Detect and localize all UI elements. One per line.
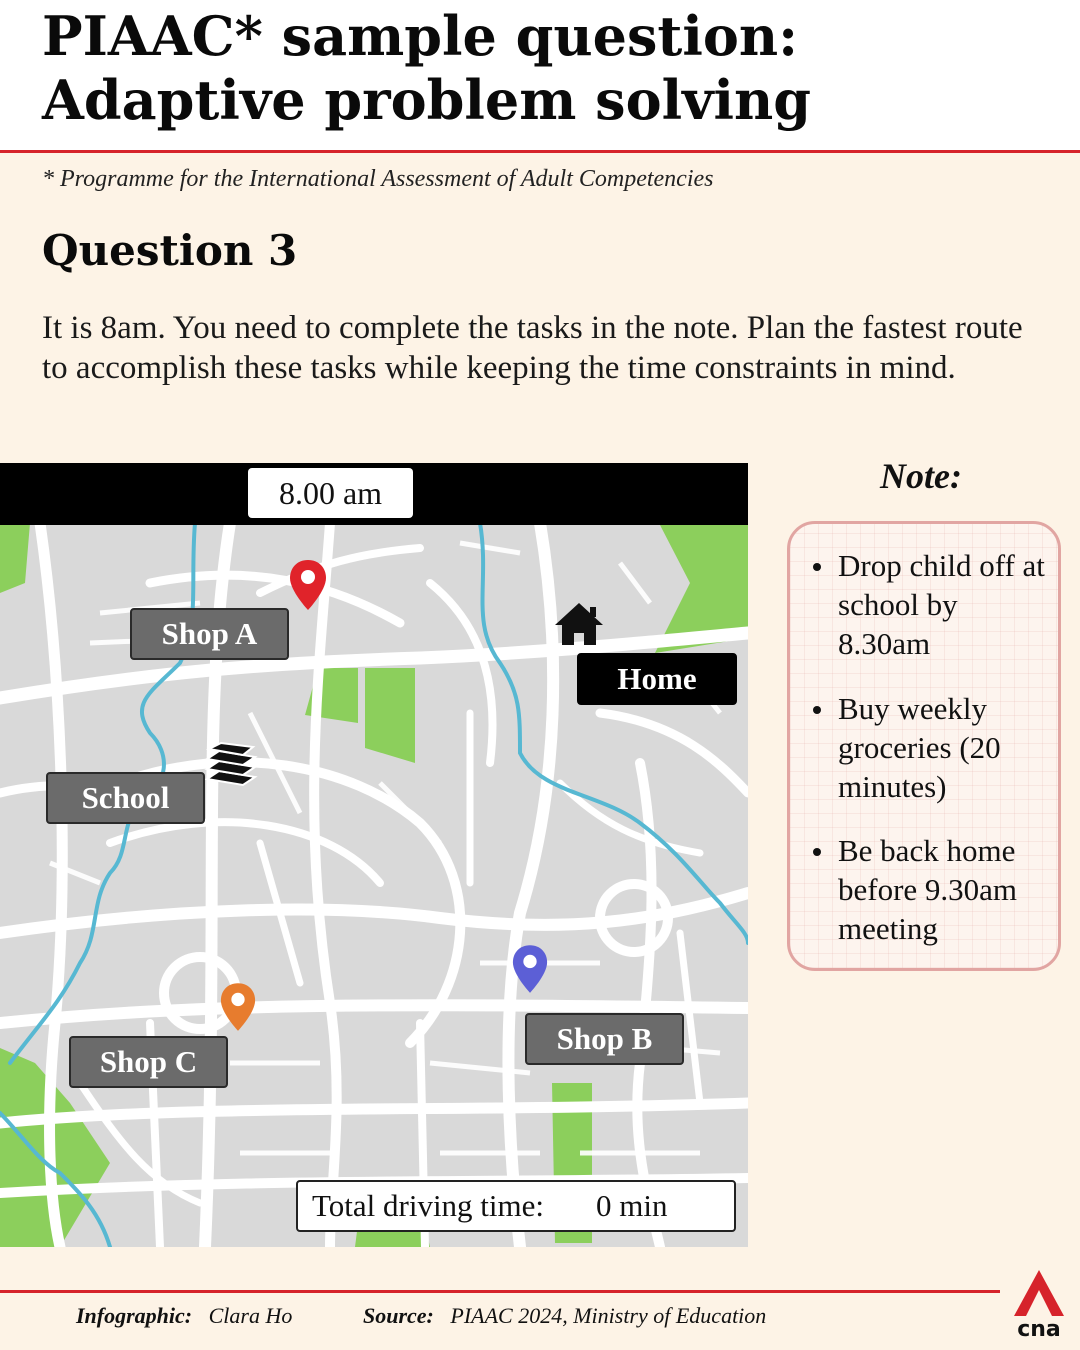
shop-b-pin-icon[interactable] [511, 943, 549, 997]
source-value: PIAAC 2024, Ministry of Education [450, 1303, 767, 1328]
school-label[interactable]: School [46, 772, 205, 824]
route-map[interactable] [0, 463, 748, 1247]
footnote: * Programme for the International Assessment of Adult Competencies [42, 166, 714, 192]
infographic-author: Clara Ho [208, 1303, 293, 1328]
shop-a-pin-icon[interactable] [288, 558, 328, 614]
map-background [0, 463, 748, 1247]
driving-time-value: 0 min [596, 1188, 668, 1223]
note-title: Note: [880, 456, 962, 496]
header-divider [0, 150, 1080, 153]
current-time: 8.00 am [248, 468, 413, 518]
footer-divider [0, 1290, 1000, 1293]
task-note [787, 521, 1061, 971]
question-title: Question 3 [42, 226, 298, 275]
shop-c-pin-icon[interactable] [219, 981, 257, 1035]
shop-c-label[interactable]: Shop C [69, 1036, 228, 1088]
home-label[interactable]: Home [577, 653, 737, 705]
task-item: Be back home before 9.30am meeting [838, 831, 1053, 948]
time-bar [0, 463, 748, 525]
task-item: Buy weekly groceries (20 minutes) [838, 689, 1053, 806]
source-label: Source: [363, 1303, 434, 1328]
school-books-icon[interactable] [203, 741, 259, 793]
header [0, 0, 1080, 150]
cna-logo-text: cna [1017, 1317, 1061, 1340]
home-icon[interactable] [553, 601, 605, 647]
credit-source [363, 1303, 766, 1329]
shop-a-label[interactable]: Shop A [130, 608, 289, 660]
task-item: Drop child off at school by 8.30am [838, 546, 1053, 663]
cna-logo [1008, 1268, 1070, 1340]
shop-b-label[interactable]: Shop B [525, 1013, 684, 1065]
driving-time-label: Total driving time: [312, 1188, 545, 1223]
question-text: It is 8am. You need to complete the tasks in the note. Plan the fastest route to accomplish these tasks while keeping the time constraints in mind. [42, 310, 1023, 386]
credit-infographic [76, 1303, 292, 1329]
infographic-label: Infographic: [76, 1303, 193, 1328]
total-driving-time [296, 1180, 736, 1232]
page-title: PIAAC* sample question: Adaptive problem solving [42, 4, 812, 132]
